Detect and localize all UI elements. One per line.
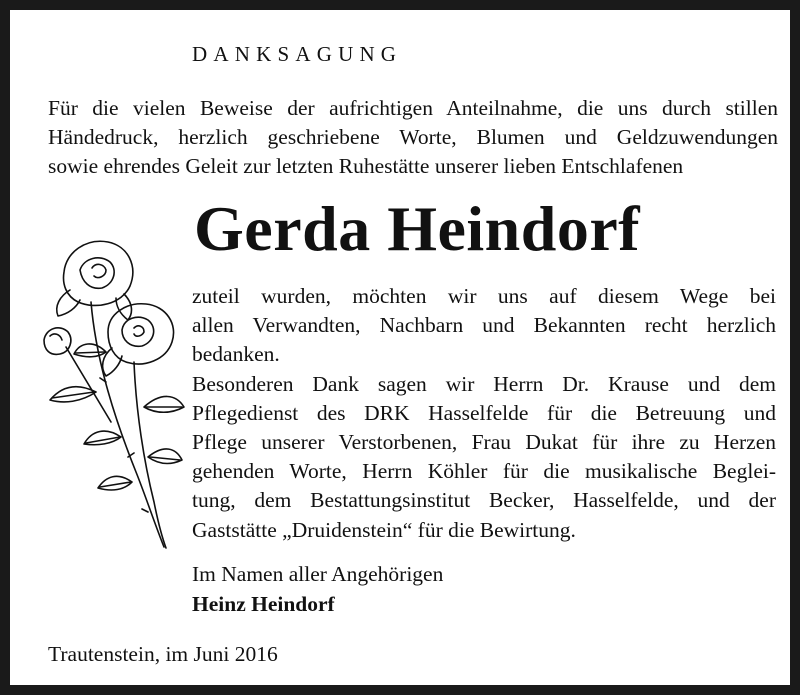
notice-heading: DANKSAGUNG <box>192 42 403 66</box>
intro-line: Händedruck, herzlich geschriebene Worte, Blumen und Geldzuwendungen <box>48 125 778 149</box>
thanks-paragraph <box>192 282 776 545</box>
thanks-line: bedanken. <box>192 342 280 367</box>
intro-paragraph <box>48 94 778 181</box>
place-date: Trautenstein, im Juni 2016 <box>48 642 278 666</box>
thanks-line: Gaststätte „Druidenstein“ für die Bewirtung. <box>192 517 576 542</box>
roses-illustration-icon <box>36 232 186 552</box>
thanks-line: tung, dem Bestattungsinstitut Becker, Hasselfelde, und der <box>192 488 776 513</box>
signer-name: Heinz Heindorf <box>192 592 335 616</box>
thanks-line: Pflegedienst des DRK Hasselfelde für die Betreuung und <box>192 400 776 425</box>
thanks-line: Pflege unserer Verstorbenen, Frau Dukat für ihre zu Herzen <box>192 430 776 455</box>
deceased-name: Gerda Heindorf <box>194 193 641 264</box>
intro-line: sowie ehrendes Geleit zur letzten Ruhestätte unserer lieben Entschlafenen <box>48 154 684 178</box>
thanks-line: zuteil wurden, möchten wir uns auf diesem Wege bei <box>192 284 776 308</box>
thanks-line: Besonderen Dank sagen wir Herrn Dr. Krause und dem <box>192 371 776 396</box>
signature-intro: Im Namen aller Angehörigen <box>192 562 444 586</box>
thanks-line: allen Verwandten, Nachbarn und Bekannten recht herzlich <box>192 313 776 338</box>
intro-line: Für die vielen Beweise der aufrichtigen Anteilnahme, die uns durch stillen <box>48 96 778 120</box>
thanks-line: gehenden Worte, Herrn Köhler für die musikalische Beglei- <box>192 459 776 484</box>
